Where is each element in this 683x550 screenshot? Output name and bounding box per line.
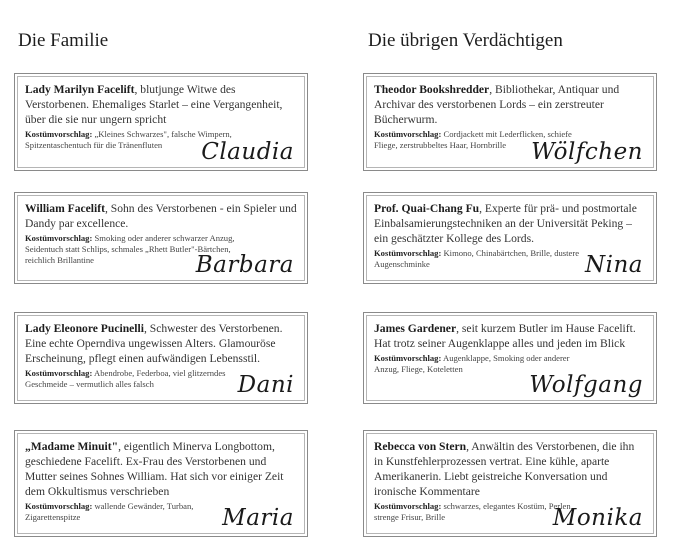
costume-text: Smoking oder anderer schwarzer Anzug, Seidentuch statt Schlips, schmales „Rhett Butler"-Bärtchen, reichlich Brillantine: [25, 233, 235, 265]
family-heading: Die Familie: [18, 30, 109, 51]
costume-label: Kostümvorschlag:: [25, 233, 93, 243]
character-card-woelfchen: [363, 73, 657, 171]
character-name: Theodor Bookshredder: [374, 83, 490, 96]
character-card-claudia: [14, 73, 308, 171]
character-text: , Schwester des Verstorbenen. Eine echte Operndiva ungewissen Alters. Glamouröse Erscheinung, pflegt einen aufwändigen Lebensstil.: [25, 322, 283, 365]
costume-text: Abendrobe, Federboa, viel glitzerndes Geschmeide – vermutlich alles falsch: [25, 368, 226, 389]
card-description: [25, 201, 297, 231]
costume-label: Kostümvorschlag:: [25, 501, 93, 511]
costume-label: Kostümvorschlag:: [374, 353, 442, 363]
card-description: [25, 321, 297, 366]
character-text: , Experte für prä- und postmortale Einbalsamierungstechniken an der Universität Peking – ein geschätzter Kollege des Lords.: [374, 202, 637, 245]
player-signature: Wölfchen: [531, 139, 643, 165]
player-signature: Monika: [552, 505, 643, 531]
card-description: [25, 82, 297, 127]
costume-text: wallende Gewänder, Turban, Zigarettenspitze: [25, 501, 194, 522]
costume-text: Kimono, Chinabärtchen, Brille, dustere Augenschminke: [374, 248, 580, 269]
character-name: Rebecca von Stern: [374, 440, 467, 453]
player-signature: Maria: [222, 505, 294, 531]
costume-label: Kostümvorschlag:: [374, 129, 442, 139]
player-signature: Barbara: [195, 252, 294, 278]
costume-label: Kostümvorschlag:: [25, 129, 93, 139]
card-description: [374, 82, 646, 127]
costume-text: „Kleines Schwarzes", falsche Wimpern, Spitzentaschentuch für die Tränenfluten: [25, 129, 232, 150]
character-text: , Anwältin des Verstorbenen, die ihn in Kunstfehlerprozessen vertrat. Eine kühle, aparte Amerikanerin. Liebt geistreiche Konversation und ironische Kommentare: [374, 440, 635, 498]
costume-label: Kostümvorschlag:: [374, 248, 442, 258]
player-signature: Claudia: [201, 139, 294, 165]
character-card-monika: [363, 430, 657, 537]
card-description: [374, 201, 646, 246]
character-name: Lady Marilyn Facelift: [25, 83, 135, 96]
card-description: [25, 439, 297, 499]
character-card-maria: [14, 430, 308, 537]
character-text: , eigentlich Minerva Longbottom, geschiedene Facelift. Ex-Frau des Verstorbenen und Mutter seines Sohnes William. Hat sich vor einiger Zeit dem Okkultismus verschrieben: [25, 440, 284, 498]
costume-text: schwarzes, elegantes Kostüm, Perlen, strenge Frisur, Brille: [374, 501, 573, 522]
character-text: , seit kurzem Butler im Hause Facelift. Hat trotz seiner Augenklappe alles und jeden im Blick: [374, 322, 636, 350]
character-name: William Facelift: [25, 202, 105, 215]
character-card-barbara: [14, 192, 308, 284]
character-text: , Bibliothekar, Antiquar und Archivar des verstorbenen Lords – ein zerstreuter Bücherwurm.: [374, 83, 620, 126]
card-description: [374, 439, 646, 499]
costume-text: Augenklappe, Smoking oder anderer Anzug, Fliege, Koteletten: [374, 353, 570, 374]
player-signature: Wolfgang: [529, 372, 643, 398]
suspects-heading: Die übrigen Verdächtigen: [368, 30, 563, 51]
character-name: James Gardener: [374, 322, 457, 335]
character-name: Lady Eleonore Pucinelli: [25, 322, 144, 335]
character-card-dani: [14, 312, 308, 404]
character-text: , Sohn des Verstorbenen - ein Spieler und Dandy par excellence.: [25, 202, 297, 230]
player-signature: Dani: [237, 372, 294, 398]
character-card-wolfgang: [363, 312, 657, 404]
character-card-nina: [363, 192, 657, 284]
costume-label: Kostümvorschlag:: [25, 368, 93, 378]
player-signature: Nina: [584, 252, 643, 278]
costume-text: Cordjackett mit Lederflicken, schiefe Fliege, zerstrubbeltes Haar, Hornbrille: [374, 129, 572, 150]
costume-label: Kostümvorschlag:: [374, 501, 442, 511]
character-text: , blutjunge Witwe des Verstorbenen. Ehemaliges Starlet – eine Vergangenheit, über die sie nur ungern spricht: [25, 83, 283, 126]
character-name: Prof. Quai-Chang Fu: [374, 202, 480, 215]
card-description: [374, 321, 646, 351]
character-name: „Madame Minuit": [25, 440, 119, 453]
